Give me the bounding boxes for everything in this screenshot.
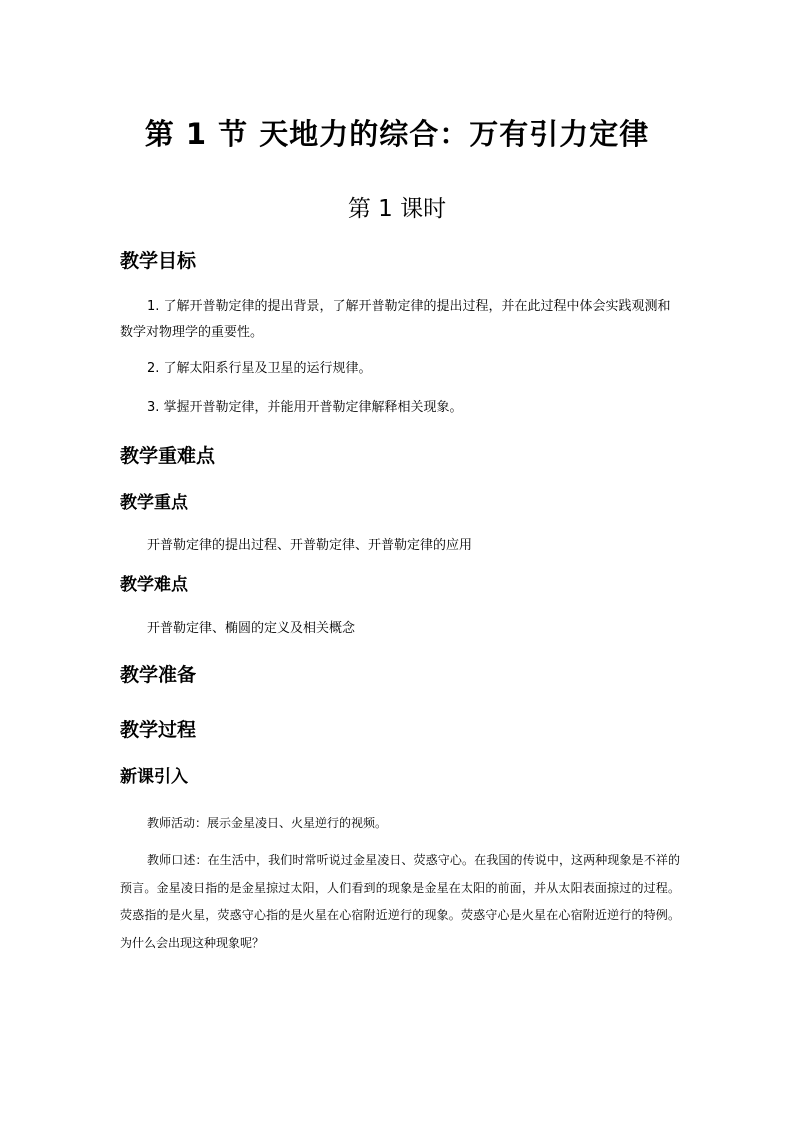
key-points-text: 开普勒定律的提出过程、开普勒定律、开普勒定律的应用 xyxy=(147,538,473,553)
document-title: 第 1 节 天地力的综合：万有引力定律 xyxy=(144,117,650,151)
heading-difficult-points: 教学难点 xyxy=(120,575,188,595)
difficult-points-text: 开普勒定律、椭圆的定义及相关概念 xyxy=(147,621,356,636)
heading-process: 教学过程 xyxy=(120,719,197,741)
objective-item-1: 1. 了解开普勒定律的提出背景，了解开普勒定律的提出过程，并在此过程中体会实践观测和数学对物理学的重要性。 xyxy=(120,299,671,340)
heading-intro: 新课引入 xyxy=(120,767,188,787)
objective-item-2: 2. 了解太阳系行星及卫星的运行规律。 xyxy=(147,361,372,376)
objective-item-3: 3. 掌握开普勒定律，并能用开普勒定律解释相关现象。 xyxy=(147,400,463,415)
heading-objectives: 教学目标 xyxy=(120,250,197,272)
teacher-talk-text: 教师口述：在生活中，我们时常听说过金星凌日、荧惑守心。在我国的传说中，这两种现象是不祥的预言。金星凌日指的是金星掠过太阳，人们看到的现象是金星在太阳的前面，并从太阳表面掠过的过程。荧惑指的是火星，荧惑守心指的是火星在心宿附近逆行的现象。荧惑守心是火星在心宿附近逆行的特例。为什么会出现这种现象呢？ xyxy=(120,853,680,950)
heading-preparation: 教学准备 xyxy=(120,664,197,686)
teacher-activity-text: 教师活动：展示金星凌日、火星逆行的视频。 xyxy=(147,816,388,830)
heading-key-difficult: 教学重难点 xyxy=(120,445,216,467)
heading-key-points: 教学重点 xyxy=(120,493,188,513)
document-subtitle: 第 1 课时 xyxy=(347,196,447,222)
